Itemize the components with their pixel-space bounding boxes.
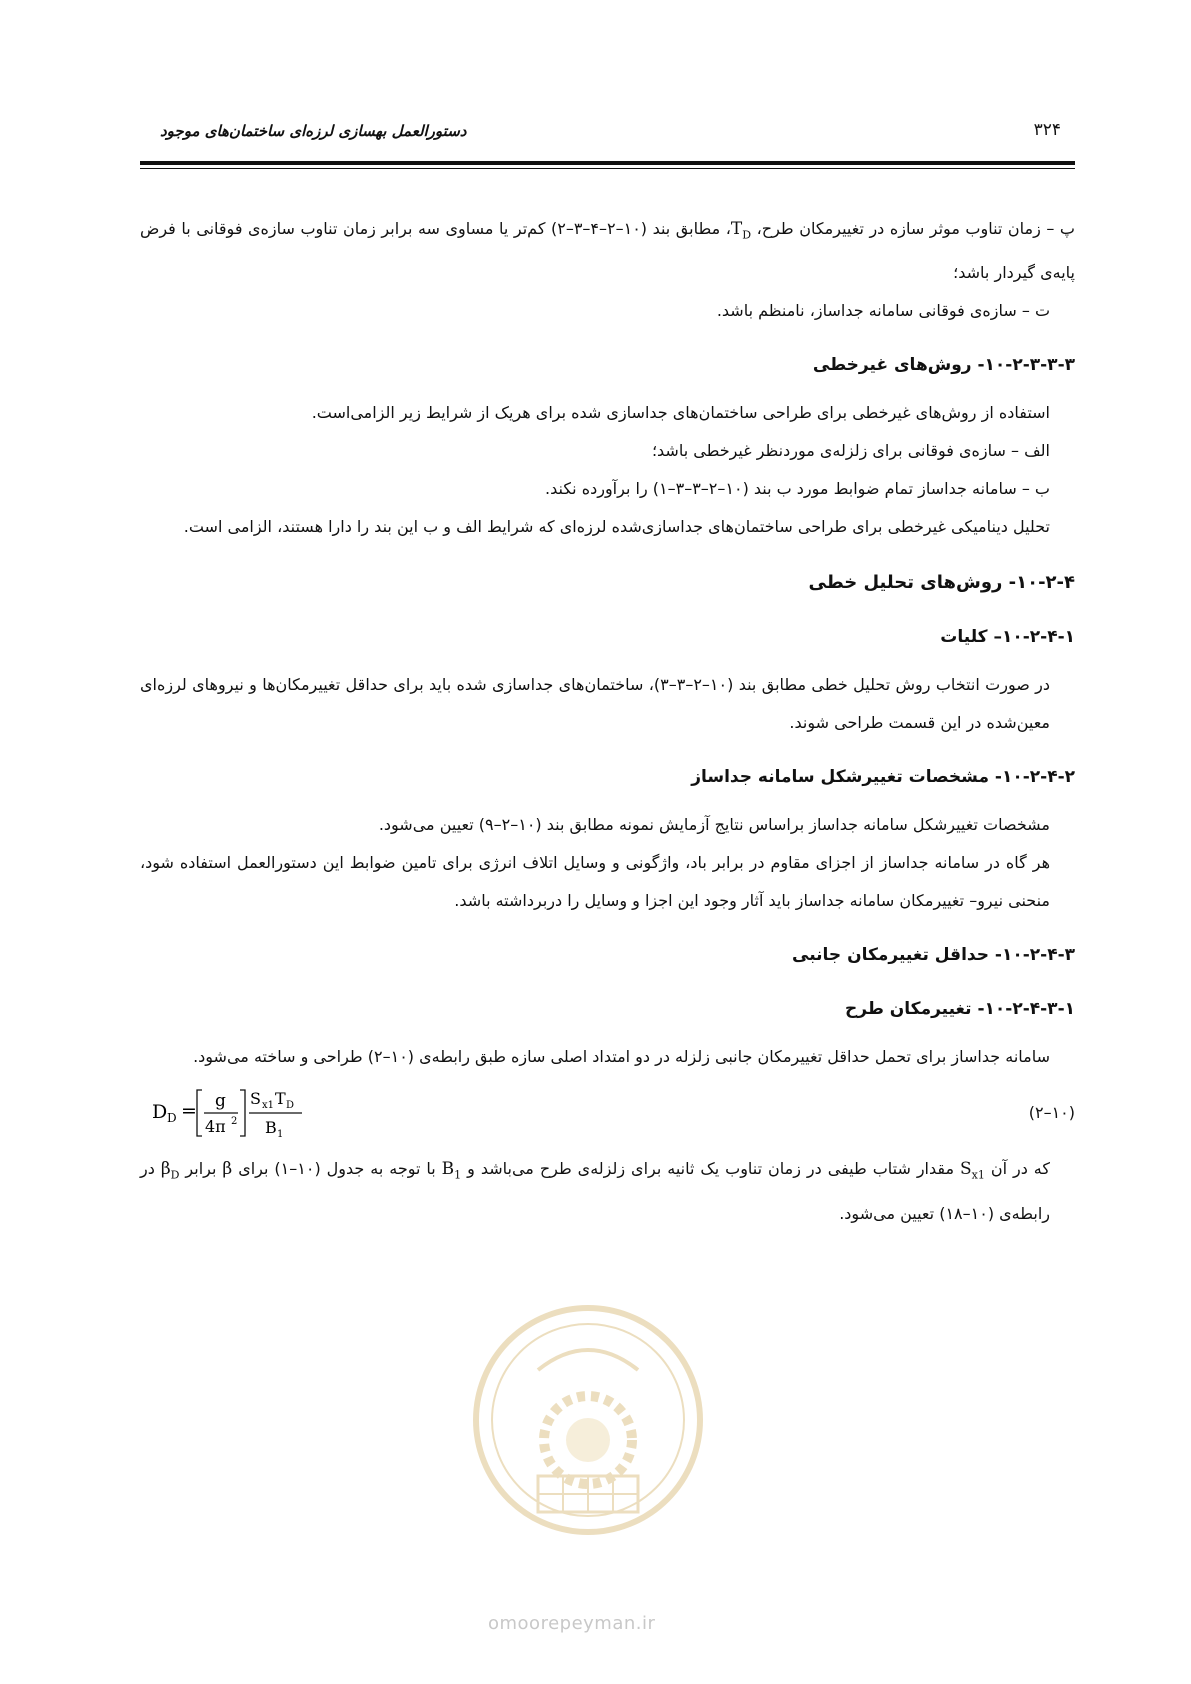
eq-equals: = bbox=[181, 1100, 197, 1123]
paragraph-nonlinear-dynamic: تحلیل دینامیکی غیرخطی برای طراحی ساختمان‌های جداسازی‌شده لرزه‌ای که شرایط الف و ب این بند را دارا هستند، الزامی است. bbox=[183, 517, 1050, 537]
paragraph-item-alef: الف – سازه‌ی فوقانی برای زلزله‌ی موردنظر غیرخطی باشد؛ bbox=[651, 441, 1050, 461]
page-body bbox=[140, 210, 1075, 1233]
eq-b: B bbox=[265, 1118, 277, 1138]
symbol-text: S bbox=[960, 1159, 972, 1180]
symbol-sx1 bbox=[960, 1159, 985, 1182]
symbol-text: T bbox=[730, 219, 743, 239]
text-run: در رابطه‌ی (۱۰–۱۸) تعیین می‌شود. bbox=[140, 1159, 1050, 1223]
paragraph-deformation-2: هر گاه در سامانه جداساز از اجزای مقاوم در برابر باد، واژگونی و وسایل اتلاف انرژی برای تامین ضوابط این دستورالعمل استفاده شود، منحنی نیرو– تغییرمکان سامانه جداساز باید آثار وجود این اجزا و وسایل را دربرداشته باشد. bbox=[140, 853, 1050, 911]
equation-row bbox=[140, 1080, 1075, 1142]
eq-g: g bbox=[215, 1091, 226, 1112]
eq-left-bracket bbox=[197, 1090, 202, 1136]
symbol-b1 bbox=[441, 1159, 462, 1182]
eq-squared: 2 bbox=[231, 1116, 238, 1128]
running-title: دستورالعمل بهسازی لرزه‌ای ساختمان‌های موجود bbox=[160, 122, 467, 140]
page-number: ۳۲۴ bbox=[1033, 120, 1061, 140]
symbol-sub: x1 bbox=[971, 1168, 985, 1182]
heading-general: ۱۰-۲-۴-۱– کلیات bbox=[940, 627, 1075, 648]
equation-number: (۱۰–۲) bbox=[1028, 1103, 1075, 1123]
paragraph-where bbox=[140, 1150, 1075, 1232]
publisher-website: omoorepeyman.ir bbox=[488, 1613, 656, 1634]
heading-linear-methods: ۱۰-۲-۴- روش‌های تحلیل خطی bbox=[808, 572, 1075, 594]
text-run: با توجه به جدول (۱۰–۱) برای bbox=[232, 1159, 442, 1179]
page-header bbox=[140, 118, 1075, 148]
equation-formula bbox=[150, 1080, 340, 1142]
paragraph-item-be: ب – سامانه جداساز تمام ضوابط مورد ب بند (۱۰–۲–۳–۳–۱) را برآورده نکند. bbox=[545, 479, 1050, 499]
eq-s-sub: x1 bbox=[262, 1100, 275, 1112]
heading-deformation-properties: ۱۰-۲-۴-۲- مشخصات تغییرشکل سامانه جداساز bbox=[691, 767, 1075, 788]
text-run: ، مطابق بند (۱۰–۲–۴–۳–۲) کم‌تر یا مساوی سه برابر زمان تناوب سازه‌ی فوقانی با فرض پایه‌ی گیردار باشد؛ bbox=[140, 219, 1075, 283]
heading-nonlinear-methods: ۱۰-۲-۳-۳-۳- روش‌های غیرخطی bbox=[812, 355, 1075, 376]
symbol-text: β bbox=[160, 1159, 171, 1180]
symbol-beta: β bbox=[222, 1159, 233, 1180]
eq-four-pi: 4π bbox=[205, 1117, 226, 1137]
text-run: برابر bbox=[179, 1159, 223, 1179]
symbol-td bbox=[730, 219, 752, 242]
text-run: مقدار شتاب طیفی در زمان تناوب یک ثانیه برای زلزله‌ی طرح می‌باشد و bbox=[461, 1159, 961, 1179]
header-rule-thick bbox=[140, 161, 1075, 165]
paragraph-item-p bbox=[140, 210, 1075, 292]
eq-lhs: D bbox=[152, 1101, 168, 1124]
heading-design-displacement: ۱۰-۲-۴-۳-۱- تغییرمکان طرح bbox=[845, 999, 1075, 1020]
symbol-sub: D bbox=[742, 228, 752, 242]
header-rule-thin bbox=[140, 168, 1075, 169]
text-run: که در آن bbox=[984, 1159, 1050, 1179]
heading-min-lateral-displacement: ۱۰-۲-۴-۳- حداقل تغییرمکان جانبی bbox=[792, 945, 1075, 966]
publisher-seal-watermark bbox=[468, 1300, 708, 1540]
paragraph-item-t: ت – سازه‌ی فوقانی سامانه جداساز، نامنظم باشد. bbox=[716, 301, 1050, 321]
text-run: پ – زمان تناوب موثر سازه در تغییرمکان طرح، bbox=[751, 219, 1075, 238]
paragraph-nonlinear-intro: استفاده از روش‌های غیرخطی برای طراحی ساختمان‌های جداسازی شده برای هریک از شرایط زیر الزامی‌است. bbox=[311, 403, 1050, 423]
eq-b-sub: 1 bbox=[277, 1129, 284, 1141]
symbol-sub: 1 bbox=[454, 1168, 462, 1182]
paragraph-design-displacement: سامانه جداساز برای تحمل حداقل تغییرمکان جانبی زلزله در دو امتداد اصلی سازه طبق رابطه‌ی (۱۰–۲) طراحی و ساخته می‌شود. bbox=[193, 1047, 1050, 1067]
symbol-text: B bbox=[441, 1159, 455, 1180]
eq-t-sub: D bbox=[286, 1100, 295, 1112]
symbol-sub: D bbox=[170, 1168, 180, 1182]
eq-right-bracket bbox=[240, 1090, 245, 1136]
paragraph-general: در صورت انتخاب روش تحلیل خطی مطابق بند (۱۰–۲–۳–۳)، ساختمان‌های جداسازی شده باید برای حداقل تغییرمکان‌ها و نیروهای لرزه‌ای معین‌شده در این قسمت طراحی شوند. bbox=[140, 675, 1050, 733]
eq-s: S bbox=[250, 1089, 261, 1109]
paragraph-deformation-1: مشخصات تغییرشکل سامانه جداساز براساس نتایج آزمایش نمونه مطابق بند (۱۰–۲–۹) تعیین می‌شود. bbox=[378, 815, 1050, 835]
eq-lhs-sub: D bbox=[167, 1111, 177, 1126]
eq-t: T bbox=[275, 1089, 286, 1109]
symbol-beta-d bbox=[160, 1159, 180, 1182]
